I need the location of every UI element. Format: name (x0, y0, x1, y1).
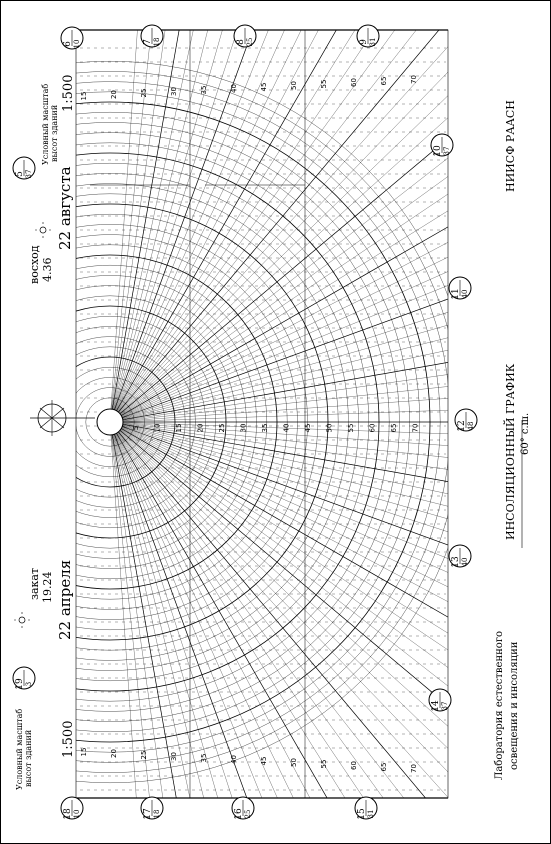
svg-text:10: 10 (73, 809, 81, 819)
svg-text:12: 12 (457, 420, 467, 432)
axis-value: 60 (368, 423, 377, 433)
scale-top-value: 40 (230, 84, 238, 93)
svg-text:25: 25 (246, 37, 254, 47)
hour-marker (141, 25, 163, 47)
height-label-bottom-line2: высот зданий (24, 729, 33, 787)
svg-text:18: 18 (153, 809, 161, 819)
scale-bottom-value: 55 (320, 759, 328, 769)
hour-ray (110, 0, 505, 422)
scale-bottom-value: 40 (230, 755, 238, 764)
height-arcs-layer (0, 30, 471, 798)
axis-value: 45 (304, 423, 312, 433)
axis-value: 55 (347, 423, 355, 433)
hour-marker (429, 689, 451, 712)
axis-value: 50 (325, 423, 334, 433)
scale-bottom-value: 45 (260, 756, 268, 766)
axis-value: 35 (261, 423, 269, 433)
hour-ray (110, 144, 551, 422)
svg-text:11: 11 (451, 288, 461, 300)
scale-bottom: 1:500 (61, 720, 76, 758)
sunrise-time: 4.36 (41, 257, 54, 282)
sunset-sun-icon (14, 612, 30, 628)
svg-text:31: 31 (367, 809, 375, 819)
hour-ray (110, 0, 266, 422)
hour-marker (355, 797, 377, 820)
hour-ray (110, 235, 551, 422)
axis-value: 5 (132, 425, 140, 431)
svg-text:37: 37 (443, 146, 451, 156)
hour-marker (232, 797, 254, 820)
scale-bottom-value: 60 (350, 761, 358, 770)
svg-text:19: 19 (15, 678, 25, 690)
axis-value: 70 (411, 423, 420, 433)
center-axis-values (132, 424, 420, 433)
date-august: 22 августа (56, 166, 74, 250)
hour-ray (110, 266, 551, 422)
institute-label: НИИСФ РААСН (504, 100, 517, 192)
svg-text:9: 9 (359, 39, 369, 45)
hour-ray (110, 422, 447, 844)
scale-bottom-value: 30 (170, 752, 178, 761)
scale-bottom-value: 35 (200, 753, 208, 763)
axis-value: 30 (239, 423, 248, 433)
scale-top-value: 55 (320, 79, 328, 89)
svg-text:25: 25 (244, 809, 252, 819)
hour-marker (141, 797, 163, 820)
axis-value: 15 (175, 423, 183, 433)
axis-value: 20 (196, 423, 205, 433)
scale-bottom-value: 50 (290, 758, 298, 767)
svg-text:37: 37 (441, 701, 449, 711)
hour-ray (110, 174, 551, 422)
hour-marker (449, 545, 471, 568)
hour-ray (110, 422, 551, 578)
svg-text:37: 37 (25, 169, 33, 179)
scale-dashes-layer (80, 48, 446, 790)
latitude-label: 60° с.ш. (520, 412, 531, 455)
date-april: 22 апреля (56, 559, 74, 640)
hour-ray (110, 422, 551, 700)
hour-ray (110, 422, 235, 844)
hour-marker (13, 157, 35, 179)
svg-text:8: 8 (236, 39, 246, 45)
hour-marker (13, 667, 35, 690)
scale-top-value: 65 (380, 76, 388, 86)
hour-ray (110, 0, 447, 422)
scale-top-value: 70 (410, 75, 418, 84)
axis-value: 65 (390, 423, 398, 433)
sunset-label: закат (28, 567, 41, 600)
hour-ray (110, 0, 388, 422)
hour-marker (61, 27, 83, 49)
chart-title: ИНСОЛЯЦИОННЫЙ ГРАФИК (504, 363, 517, 540)
hour-ray (110, 422, 551, 609)
hour-ray (110, 422, 551, 759)
svg-text:18: 18 (153, 37, 161, 47)
svg-text:15: 15 (357, 808, 367, 820)
scale-top-value: 25 (140, 88, 148, 98)
scale-top-value: 20 (110, 90, 118, 99)
hour-ray (110, 422, 328, 844)
axis-value: 40 (282, 423, 291, 433)
sunset-time: 19.24 (41, 571, 54, 603)
origin-circle (97, 409, 123, 435)
hour-rays-layer (110, 0, 551, 844)
svg-text:10: 10 (433, 145, 443, 157)
height-label-top-line2: высот зданий (50, 104, 59, 162)
scale-bottom-value: 15 (80, 747, 88, 757)
svg-text:5: 5 (15, 171, 25, 177)
scale-bottom-value: 65 (380, 762, 388, 772)
scale-top-value: 60 (350, 78, 358, 87)
svg-text:10: 10 (73, 39, 81, 49)
hour-ray (110, 422, 505, 844)
hour-ray (110, 422, 551, 547)
hour-ray (110, 0, 328, 422)
svg-text:17: 17 (143, 808, 153, 820)
scale-bottom-value: 20 (110, 749, 118, 758)
hour-marker (455, 409, 477, 432)
svg-text:13: 13 (451, 556, 461, 568)
scale-top-value: 45 (260, 82, 268, 92)
hour-marker (61, 797, 83, 820)
svg-text:48: 48 (467, 421, 475, 431)
hour-ray (110, 422, 551, 670)
scale-top: 1:500 (61, 74, 76, 112)
scale-bottom-value: 25 (140, 750, 148, 760)
hour-marker (234, 25, 256, 47)
svg-text:7: 7 (143, 39, 153, 45)
svg-text:14: 14 (431, 700, 441, 712)
sunrise-sun-icon (35, 222, 51, 238)
scale-top-value: 50 (290, 81, 298, 90)
axis-value: 10 (153, 423, 162, 433)
scale-top-value: 15 (80, 91, 88, 101)
scale-top-value: 35 (200, 85, 208, 95)
svg-text:16: 16 (234, 808, 244, 820)
hour-ray (110, 422, 266, 844)
axis-value: 25 (218, 423, 226, 433)
svg-text:18: 18 (63, 808, 73, 820)
scale-bottom-value: 70 (410, 764, 418, 773)
height-scale-top-values (80, 75, 418, 100)
svg-text:6: 6 (63, 41, 73, 47)
compass-sun-icon (30, 400, 95, 436)
height-label-top-line1: Условный масштаб (41, 83, 50, 165)
scale-top-value: 30 (170, 87, 178, 96)
hour-marker (431, 134, 453, 157)
svg-text:40: 40 (461, 557, 469, 567)
hour-marker (357, 25, 379, 47)
hour-ray (110, 0, 235, 422)
lab-line1: Лаборатория естественного (494, 630, 505, 780)
svg-text:40: 40 (461, 289, 469, 299)
hour-marker (449, 277, 471, 300)
height-label-bottom-line1: Условный масштаб (15, 708, 24, 790)
svg-text:3: 3 (25, 681, 33, 687)
svg-text:31: 31 (369, 37, 377, 47)
hour-ray (110, 422, 388, 844)
sunrise-label: восход (28, 245, 41, 284)
hour-ray (110, 297, 551, 422)
lab-line2: освещения и инсоляции (509, 641, 520, 770)
